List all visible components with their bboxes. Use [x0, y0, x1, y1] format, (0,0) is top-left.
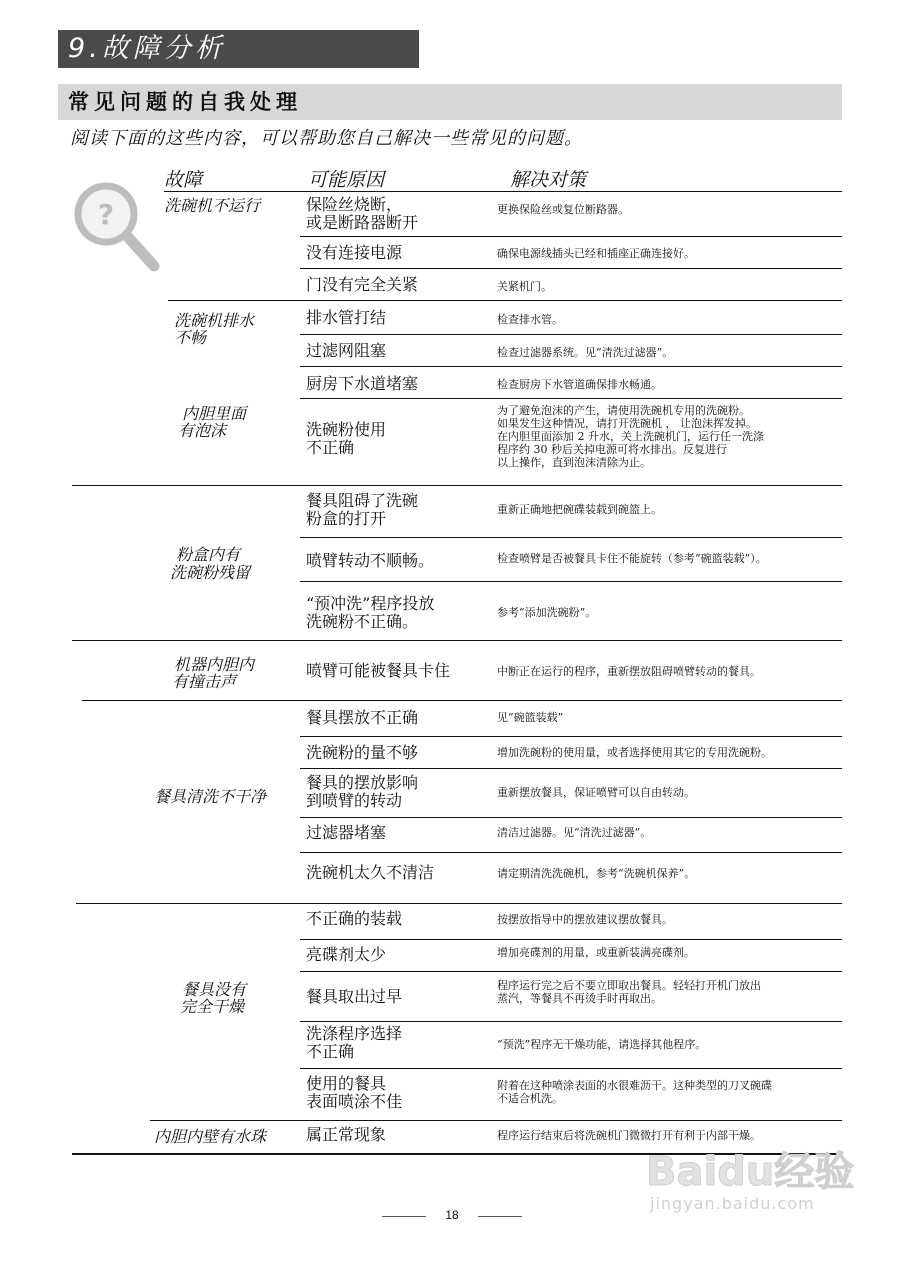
fault-not-dry-line2: 完全干燥 — [180, 997, 245, 1016]
cause-filter-clogged: 过滤网阻塞 — [306, 341, 387, 360]
row-divider — [300, 736, 842, 737]
row-divider — [300, 398, 842, 399]
cause-no-power: 没有连接电源 — [306, 243, 403, 262]
solution-foam-line1: 为了避免泡沫的产生，请使用洗碗机专用的洗碗粉。 — [497, 404, 750, 417]
solution-more-detergent: 增加洗碗粉的使用量，或者选择使用其它的专用洗碗粉。 — [497, 746, 772, 759]
row-divider — [300, 537, 842, 538]
solution-foam-line5: 以上操作，直到泡沫清除为止。 — [497, 456, 651, 469]
solution-maintenance: 请定期清洗洗碗机，参考“洗碗机保养”。 — [497, 867, 696, 880]
cause-filter-blocked: 过滤器堵塞 — [306, 823, 387, 842]
solution-program: “预洗”程序无干燥功能，请选择其他程序。 — [497, 1038, 707, 1051]
cause-rinse-low: 亮碟剂太少 — [306, 945, 387, 964]
solution-see-loading: 见“碗篮装载” — [497, 711, 564, 724]
cause-arm-obstruct-line2: 到喷臂的转动 — [306, 791, 403, 810]
solution-clean-filter: 清洁过滤器。见“清洗过滤器”。 — [497, 826, 652, 839]
cause-program-line1: 洗涤程序选择 — [306, 1024, 403, 1043]
fault-detergent-line1: 粉盒内有 — [176, 545, 241, 564]
solution-foam-line3: 在内胆里面添加 2 升水，关上洗碗机门，运行任一洗涤 — [497, 430, 764, 443]
cause-normal: 属正常现象 — [306, 1125, 387, 1144]
solution-coating-line2: 不适合机洗。 — [497, 1092, 563, 1105]
cause-coating-line1: 使用的餐具 — [306, 1074, 387, 1093]
intro-text: 阅读下面的这些内容，可以帮助您自己解决一些常见的问题。 — [70, 128, 583, 149]
solution-rearrange: 重新摆放餐具，保证喷臂可以自由转动。 — [497, 786, 695, 799]
cause-not-cleaned: 洗碗机太久不清洁 — [306, 863, 435, 882]
solution-drain: 检查厨房下水管道确保排水畅通。 — [497, 378, 662, 391]
solution-add-detergent: 参考“添加洗碗粉”。 — [497, 606, 597, 619]
row-divider — [300, 334, 842, 335]
solution-door: 关紧机门。 — [497, 280, 552, 293]
cause-prewash-line1: “预冲洗”程序投放 — [306, 594, 435, 613]
solution-foam-line4: 程序约 30 秒后关掉电源可将水排出。反复进行 — [497, 443, 727, 456]
magnifier-question-icon — [66, 176, 166, 276]
row-divider — [72, 485, 842, 486]
cause-sink-drain: 厨房下水道堵塞 — [306, 374, 419, 393]
row-divider — [300, 1021, 842, 1022]
solution-fuse: 更换保险丝或复位断路器。 — [497, 203, 629, 216]
baidu-watermark — [646, 1150, 856, 1250]
solution-unload-line1: 程序运行完之后不要立即取出餐具。轻轻打开机门放出 — [497, 979, 761, 992]
cause-arm-obstruct-line1: 餐具的摆放影响 — [306, 773, 419, 792]
row-divider — [300, 768, 842, 769]
solution-rinse-aid: 增加亮碟剂的用量，或重新装满亮碟剂。 — [497, 946, 695, 959]
watermark-url: jingyan.baidu.com — [650, 1194, 815, 1213]
solution-loading-guide: 按摆放指导中的摆放建议摆放餐具。 — [497, 913, 673, 926]
row-divider — [300, 817, 842, 818]
cause-detergent-line1: 洗碗粉使用 — [306, 420, 387, 439]
fault-detergent-line2: 洗碗粉残留 — [170, 563, 251, 582]
row-divider — [300, 268, 842, 269]
column-header-solution: 解决对策 — [510, 169, 587, 191]
row-divider — [76, 903, 842, 904]
fault-not-clean: 餐具清洗不干净 — [154, 787, 267, 806]
cause-dispenser-line2: 粉盒的打开 — [306, 509, 387, 528]
cause-coating-line2: 表面喷涂不佳 — [306, 1092, 403, 1111]
solution-spray-arm: 检查喷臂是否被餐具卡住不能旋转（参考“碗篮装载”）。 — [497, 552, 767, 565]
cause-spray-arm: 喷臂转动不顺畅。 — [306, 551, 435, 570]
cause-early-unload: 餐具取出过早 — [306, 987, 403, 1006]
cause-fuse-line2: 或是断路器断开 — [306, 213, 419, 232]
row-divider — [168, 300, 842, 301]
solution-normal: 程序运行结束后将洗碗机门微微打开有利于内部干燥。 — [497, 1129, 761, 1142]
cause-program-line2: 不正确 — [306, 1042, 355, 1061]
page-number: 18 — [445, 1208, 459, 1222]
column-header-cause: 可能原因 — [308, 169, 385, 191]
watermark-brand: Baidu经验 — [646, 1149, 855, 1195]
row-divider — [300, 236, 842, 237]
solution-power: 确保电源线插头已经和插座正确连接好。 — [497, 247, 695, 260]
fault-foam-line1: 内胆里面 — [182, 404, 247, 423]
row-divider — [150, 1120, 842, 1121]
row-divider — [300, 581, 842, 582]
row-divider — [300, 366, 842, 367]
row-divider — [82, 700, 842, 701]
cause-detergent-low: 洗碗粉的量不够 — [306, 743, 419, 762]
solution-coating-line1: 附着在这种喷涂表面的水很难沥干。这种类型的刀叉碗碟 — [497, 1079, 772, 1092]
cause-hose-kinked: 排水管打结 — [306, 308, 387, 327]
svg-text:?: ? — [97, 198, 115, 231]
solution-foam-line2: 如果发生这种情况，请打开洗碗机 ， 让泡沫挥发掉。 — [497, 417, 757, 430]
fault-noise-line2: 有撞击声 — [172, 672, 237, 691]
row-divider — [300, 1068, 842, 1069]
row-divider — [72, 640, 842, 641]
fault-not-dry-line1: 餐具没有 — [182, 980, 247, 999]
fault-water-drops: 内胆内壁有水珠 — [154, 1127, 267, 1146]
section-title: 9.故障分析 — [58, 30, 419, 68]
cause-detergent-line2: 不正确 — [306, 438, 355, 457]
fault-drain-line2: 不畅 — [174, 328, 207, 347]
cause-door-open: 门没有完全关紧 — [306, 275, 419, 294]
subsection-title: 常见问题的自我处理 — [58, 84, 842, 120]
cause-fuse-line1: 保险丝烧断， — [306, 195, 403, 214]
row-divider — [300, 852, 842, 853]
fault-drain-line1: 洗碗机排水 — [174, 311, 255, 330]
solution-filter: 检查过滤器系统。见“清洗过滤器”。 — [497, 346, 674, 359]
header-rule — [164, 191, 842, 192]
cause-loading-wrong: 餐具摆放不正确 — [306, 708, 419, 727]
cause-prewash-line2: 洗碗粉不正确。 — [306, 612, 419, 631]
column-header-fault: 故障 — [164, 169, 203, 191]
fault-noise-line1: 机器内胆内 — [174, 655, 255, 674]
cause-bad-loading: 不正确的装载 — [306, 909, 403, 928]
row-divider — [300, 939, 842, 940]
fault-foam-line2: 有泡沫 — [178, 421, 227, 440]
solution-stop-program: 中断正在运行的程序，重新摆放阻碍喷臂转动的餐具。 — [497, 665, 761, 678]
cause-arm-blocked: 喷臂可能被餐具卡住 — [306, 661, 451, 680]
solution-unload-line2: 蒸汽，等餐具不再烫手时再取出。 — [497, 992, 662, 1005]
solution-reload: 重新正确地把碗碟装载到碗篮上。 — [497, 503, 662, 516]
row-divider — [300, 971, 842, 972]
cause-dispenser-line1: 餐具阻碍了洗碗 — [306, 491, 419, 510]
solution-hose: 检查排水管。 — [497, 313, 563, 326]
fault-not-running: 洗碗机不运行 — [164, 196, 261, 215]
page-number-rule-right — [478, 1216, 522, 1217]
